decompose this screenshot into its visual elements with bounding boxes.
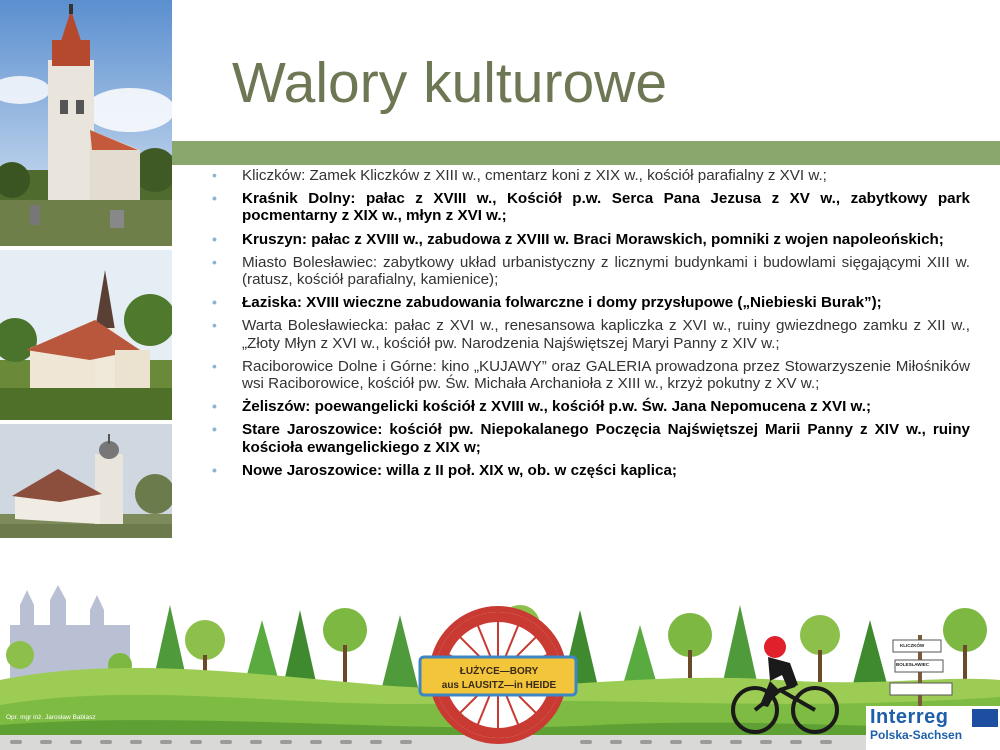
badge-line-2: aus LAUSITZ—in HEIDE xyxy=(441,680,557,691)
church-photo-1 xyxy=(0,0,172,246)
list-item: • Warta Bolesławiecka: pałac z XVI w., renesansowa kapliczka z XVI w., ruiny gwiezdnego zamku z XII w., „Złoty Młyn z XVI w., kościół pw. Narodzenia Najświętszej Maryi Panny z XIV w.; xyxy=(212,317,970,351)
list-item: • Kliczków: Zamek Kliczków z XIII w., cmentarz koni z XIX w., kościół parafialny z XVI w.; xyxy=(212,167,970,184)
list-item: • Miasto Bolesławiec: zabytkowy układ urbanistyczny z licznymi budynkami i budowlami sięgającymi XIII w. (ratusz, kościół parafialny, kamienice); xyxy=(212,254,970,288)
page-title: Walory kulturowe xyxy=(232,51,668,115)
logo-name: Interreg xyxy=(870,706,949,728)
list-item: • Nowe Jaroszowice: willa z II poł. XIX w, ob. w części kaplica; xyxy=(212,462,970,479)
church-photo-3 xyxy=(0,424,172,538)
interreg-logo xyxy=(866,706,1000,750)
bullet-list xyxy=(212,167,970,479)
list-item: • Żeliszów: poewangelicki kościół z XVIII w., kościół p.w. Św. Jana Nepomucena z XVI w.; xyxy=(212,398,970,415)
author-credit: Opr. mgr inż. Jarosław Bablasz xyxy=(6,714,96,721)
photo-column xyxy=(0,0,172,540)
sign-label-1: KLICZKÓW xyxy=(900,643,925,648)
church-photo-2 xyxy=(0,250,172,420)
list-item: • Kraśnik Dolny: pałac z XVIII w., Kościół p.w. Serca Pana Jezusa z XV w., zabytkowy park pocmentarny z XIX w., młyn z XVI w.; xyxy=(212,190,970,224)
content-area xyxy=(212,167,970,587)
project-badge-label xyxy=(432,665,566,693)
title-divider-bar xyxy=(172,141,1000,165)
logo-subtitle: Polska-Sachsen xyxy=(870,728,963,742)
list-item: • Kruszyn: pałac z XVIII w., zabudowa z XVIII w. Braci Morawskich, pomniki z wojen napoleońskich; xyxy=(212,231,970,248)
list-item: • Stare Jaroszowice: kościół pw. Niepokalanego Poczęcia Najświętszej Marii Panny z XIV w., ruiny kościoła ewangelickiego z XIX w; xyxy=(212,421,970,455)
list-item: • Łaziska: XVIII wieczne zabudowania folwarczne i domy przysłupowe („Niebieski Burak”); xyxy=(212,294,970,311)
badge-line-1: ŁUŻYCE—BORY xyxy=(459,666,539,677)
sign-label-2: BOLESŁAWIEC xyxy=(896,662,930,667)
list-item: • Raciborowice Dolne i Górne: kino „KUJAWY” oraz GALERIA prowadzona przez Stowarzyszenie Miłośników wsi Raciborowice, kościół pw. Św. Michała Archanioła z XIII w., krzyż pokutny z XV w.; xyxy=(212,358,970,392)
eu-flag-icon xyxy=(972,709,998,727)
